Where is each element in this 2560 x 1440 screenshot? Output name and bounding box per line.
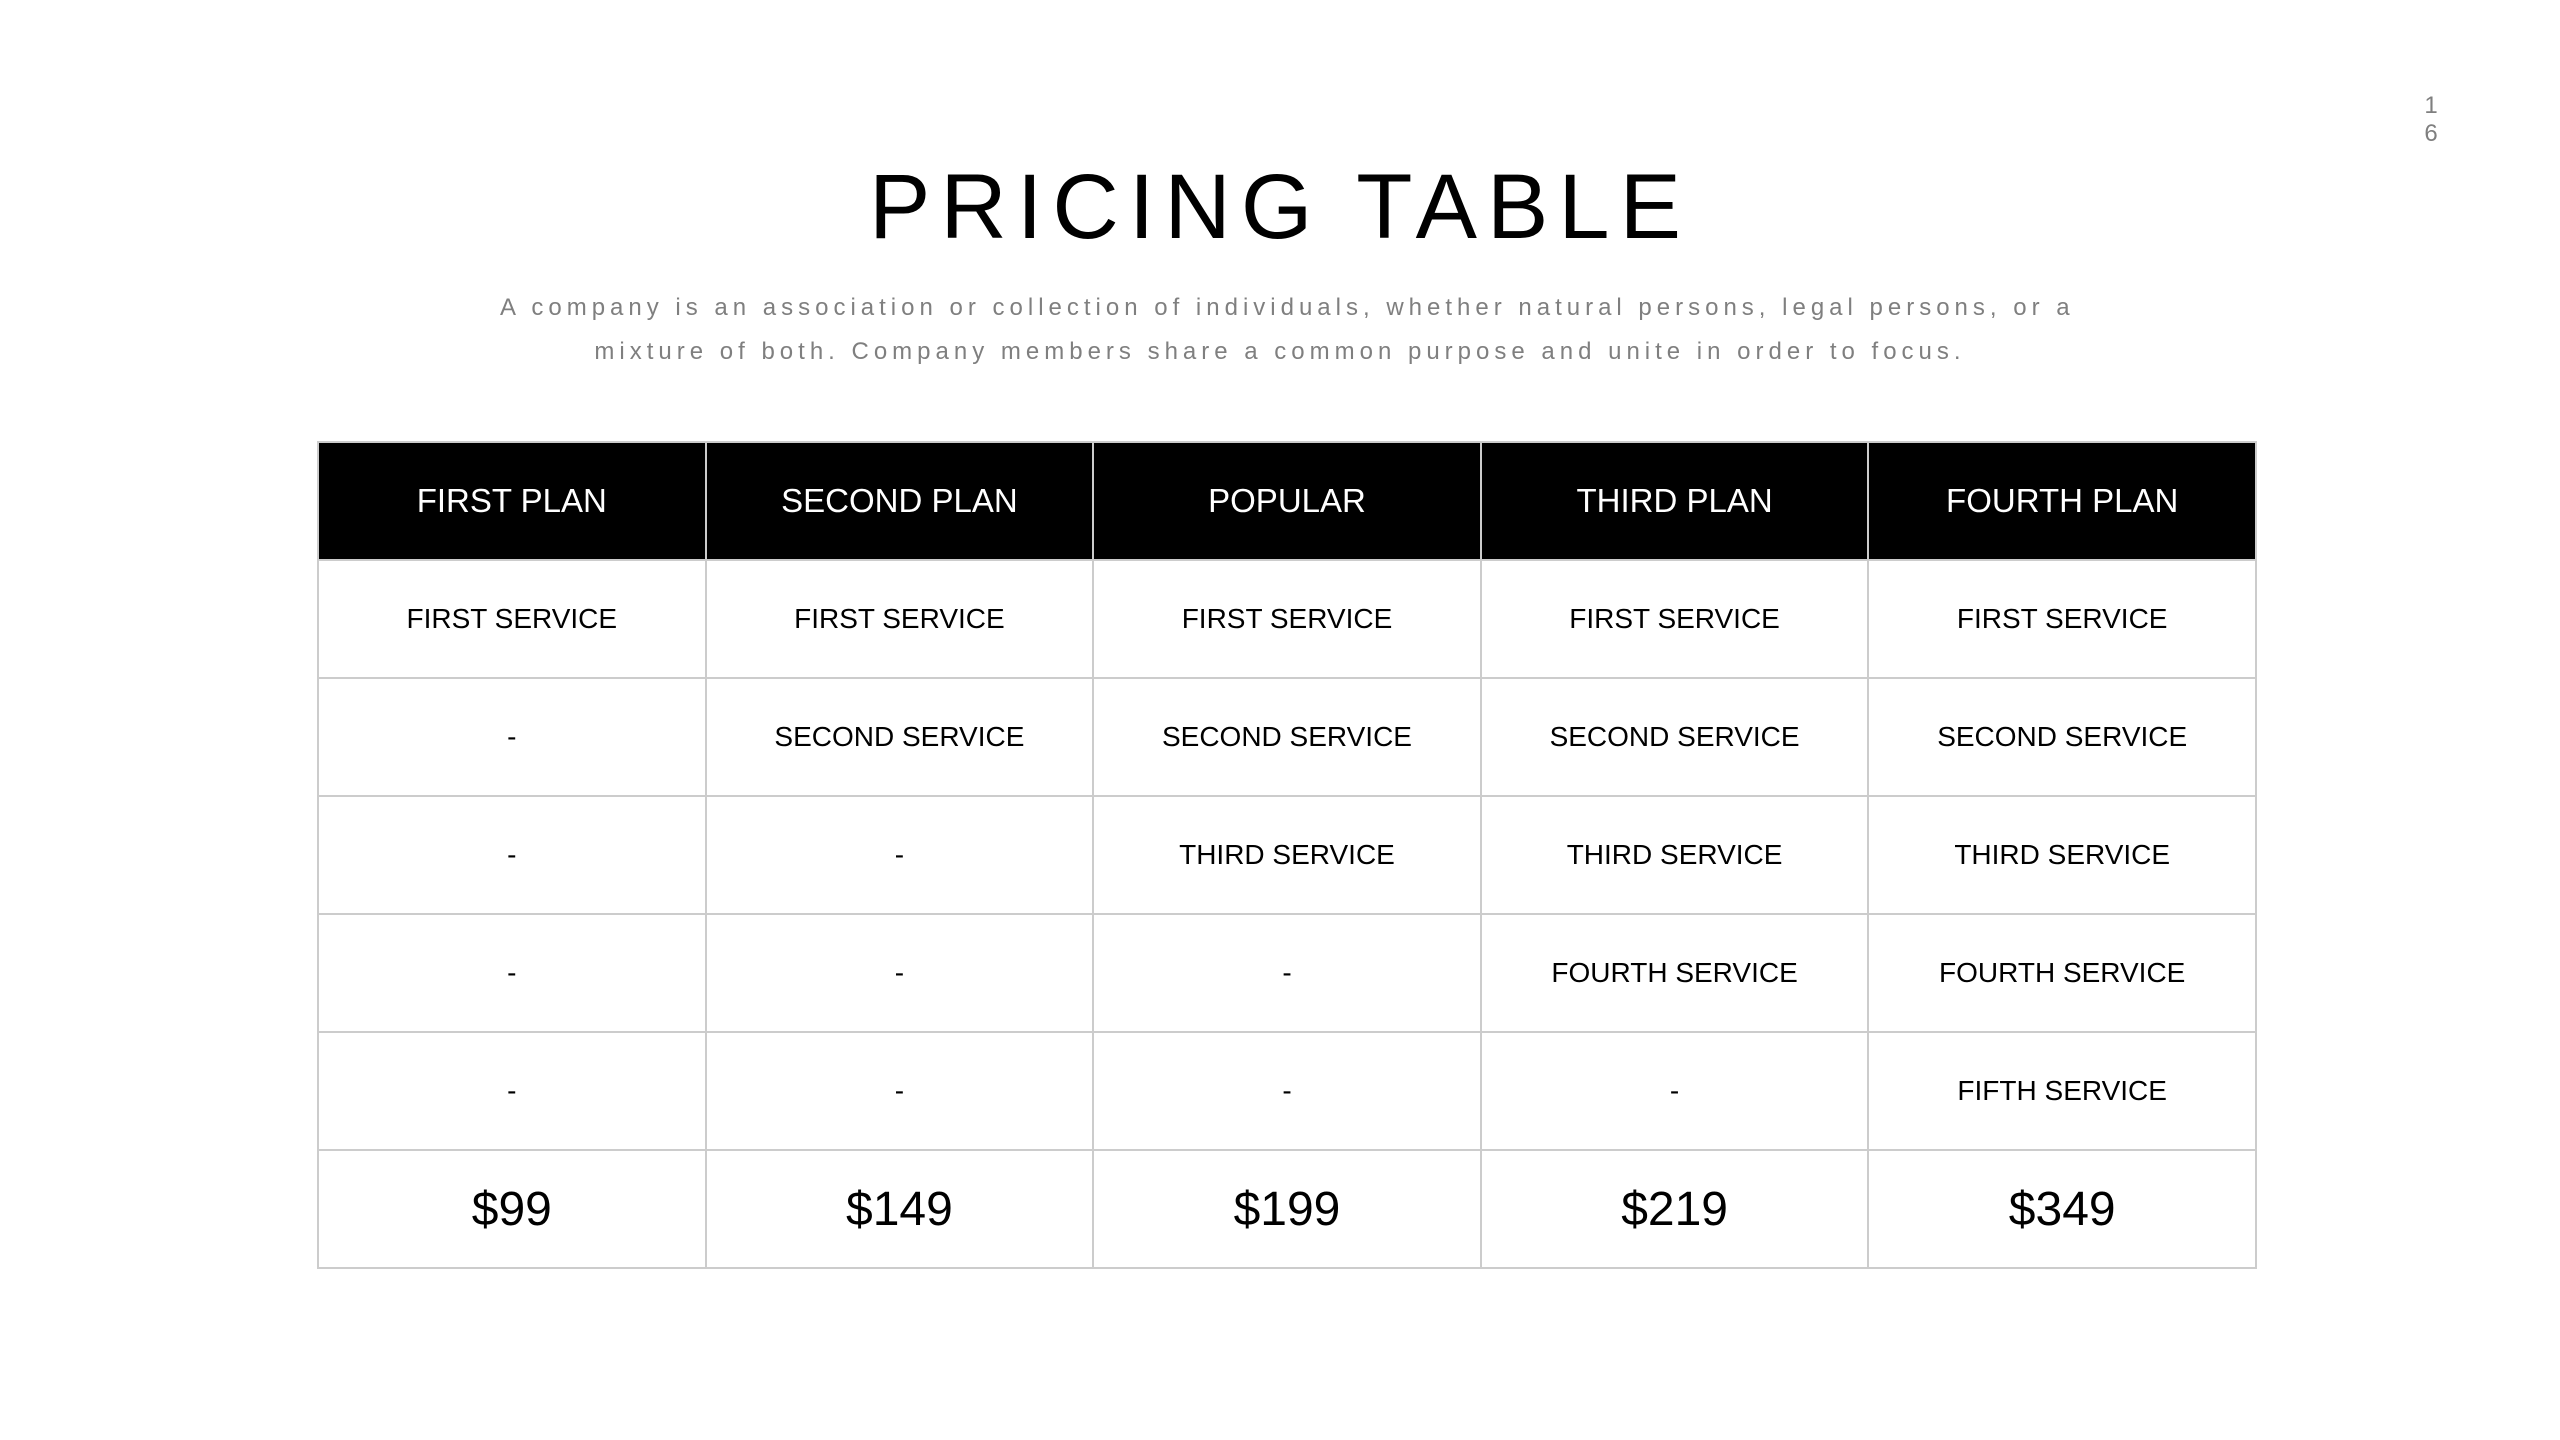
header-popular: POPULAR [1093, 442, 1481, 560]
table-cell: FIRST SERVICE [318, 560, 706, 678]
table-cell: FIRST SERVICE [1481, 560, 1869, 678]
table-row [318, 914, 2256, 1032]
table-cell: - [318, 1032, 706, 1150]
table-cell: FIRST SERVICE [1093, 560, 1481, 678]
table-cell: THIRD SERVICE [1093, 796, 1481, 914]
table-cell: - [706, 1032, 1094, 1150]
table-cell: - [706, 914, 1094, 1032]
page-title: PRICING TABLE [869, 156, 1691, 258]
table-row [318, 678, 2256, 796]
table-cell: SECOND SERVICE [1093, 678, 1481, 796]
table-cell: - [1481, 1032, 1869, 1150]
table-cell: - [318, 796, 706, 914]
price-row [318, 1150, 2256, 1268]
table-cell: THIRD SERVICE [1481, 796, 1869, 914]
table-cell: FIFTH SERVICE [1868, 1032, 2256, 1150]
table-cell: FIRST SERVICE [706, 560, 1094, 678]
table-header-row [318, 442, 2256, 560]
table-row [318, 796, 2256, 914]
table-cell: - [1093, 1032, 1481, 1150]
table-row [318, 1032, 2256, 1150]
table-cell: - [318, 678, 706, 796]
table-cell: THIRD SERVICE [1868, 796, 2256, 914]
table-cell: - [318, 914, 706, 1032]
table-cell: - [1093, 914, 1481, 1032]
table-cell: FIRST SERVICE [1868, 560, 2256, 678]
table-cell: - [706, 796, 1094, 914]
slide-number [2416, 92, 2446, 148]
table-cell: SECOND SERVICE [1481, 678, 1869, 796]
subtitle-line-1: A company is an association or collection of individuals, whether natural persons, legal persons, or a [500, 294, 2075, 321]
subtitle-line-2: mixture of both. Company members share a common purpose and unite in order to focus. [594, 338, 1966, 365]
pricing-table [317, 441, 2257, 1269]
header-second-plan: SECOND PLAN [706, 442, 1094, 560]
price-first-plan: $99 [318, 1150, 706, 1268]
subtitle [500, 286, 2075, 374]
table-row [318, 560, 2256, 678]
price-popular: $199 [1093, 1150, 1481, 1268]
table-cell: SECOND SERVICE [706, 678, 1094, 796]
price-fourth-plan: $349 [1868, 1150, 2256, 1268]
price-third-plan: $219 [1481, 1150, 1869, 1268]
table-cell: FOURTH SERVICE [1481, 914, 1869, 1032]
table-cell: SECOND SERVICE [1868, 678, 2256, 796]
slide-number-digit-1: 1 [2424, 92, 2438, 119]
header-first-plan: FIRST PLAN [318, 442, 706, 560]
header-fourth-plan: FOURTH PLAN [1868, 442, 2256, 560]
table-cell: FOURTH SERVICE [1868, 914, 2256, 1032]
price-second-plan: $149 [706, 1150, 1094, 1268]
header-third-plan: THIRD PLAN [1481, 442, 1869, 560]
slide-number-digit-2: 6 [2424, 120, 2438, 147]
